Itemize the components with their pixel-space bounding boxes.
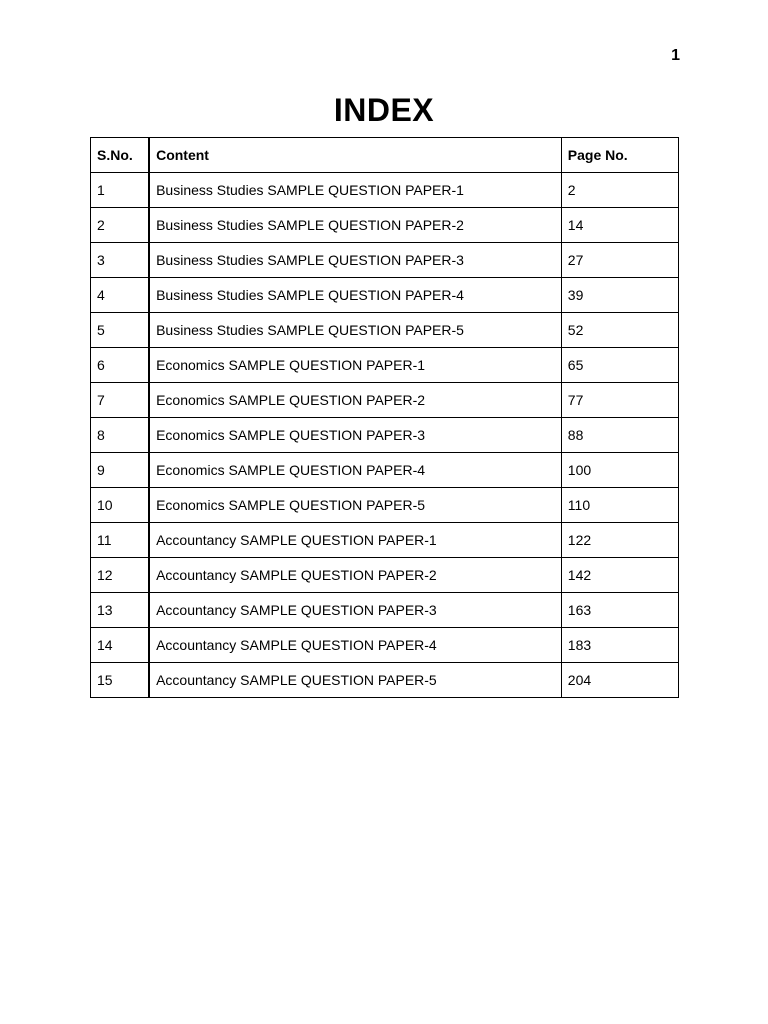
row-content: Economics SAMPLE QUESTION PAPER-4 [149, 453, 561, 488]
row-sno: 1 [91, 173, 150, 208]
table-body [91, 173, 679, 698]
header-page-no: Page No. [561, 138, 678, 173]
table-row [91, 488, 679, 523]
row-page-no: 88 [561, 418, 678, 453]
table-row [91, 313, 679, 348]
row-sno: 10 [91, 488, 150, 523]
row-sno: 12 [91, 558, 150, 593]
table-row [91, 663, 679, 698]
row-page-no: 122 [561, 523, 678, 558]
row-page-no: 142 [561, 558, 678, 593]
row-page-no: 52 [561, 313, 678, 348]
row-page-no: 100 [561, 453, 678, 488]
row-content: Business Studies SAMPLE QUESTION PAPER-5 [149, 313, 561, 348]
index-table [90, 137, 679, 698]
row-page-no: 14 [561, 208, 678, 243]
row-sno: 3 [91, 243, 150, 278]
row-content: Economics SAMPLE QUESTION PAPER-1 [149, 348, 561, 383]
table-row [91, 593, 679, 628]
table-row [91, 453, 679, 488]
row-sno: 11 [91, 523, 150, 558]
row-content: Accountancy SAMPLE QUESTION PAPER-2 [149, 558, 561, 593]
table-row [91, 278, 679, 313]
row-content: Accountancy SAMPLE QUESTION PAPER-5 [149, 663, 561, 698]
row-content: Accountancy SAMPLE QUESTION PAPER-4 [149, 628, 561, 663]
row-content: Business Studies SAMPLE QUESTION PAPER-1 [149, 173, 561, 208]
row-content: Accountancy SAMPLE QUESTION PAPER-3 [149, 593, 561, 628]
header-sno: S.No. [91, 138, 150, 173]
table-row [91, 628, 679, 663]
row-sno: 8 [91, 418, 150, 453]
row-sno: 6 [91, 348, 150, 383]
row-page-no: 65 [561, 348, 678, 383]
row-page-no: 183 [561, 628, 678, 663]
table-row [91, 383, 679, 418]
row-page-no: 77 [561, 383, 678, 418]
row-page-no: 163 [561, 593, 678, 628]
row-page-no: 27 [561, 243, 678, 278]
table-row [91, 523, 679, 558]
page-number: 1 [671, 47, 680, 64]
row-sno: 7 [91, 383, 150, 418]
table-row [91, 208, 679, 243]
row-page-no: 204 [561, 663, 678, 698]
table-row [91, 348, 679, 383]
row-content: Economics SAMPLE QUESTION PAPER-5 [149, 488, 561, 523]
row-sno: 2 [91, 208, 150, 243]
table-header-row [91, 138, 679, 173]
row-content: Economics SAMPLE QUESTION PAPER-2 [149, 383, 561, 418]
row-content: Business Studies SAMPLE QUESTION PAPER-4 [149, 278, 561, 313]
table-row [91, 173, 679, 208]
row-page-no: 110 [561, 488, 678, 523]
table-row [91, 243, 679, 278]
row-sno: 5 [91, 313, 150, 348]
row-content: Accountancy SAMPLE QUESTION PAPER-1 [149, 523, 561, 558]
row-page-no: 39 [561, 278, 678, 313]
row-content: Business Studies SAMPLE QUESTION PAPER-2 [149, 208, 561, 243]
row-sno: 13 [91, 593, 150, 628]
row-content: Economics SAMPLE QUESTION PAPER-3 [149, 418, 561, 453]
row-page-no: 2 [561, 173, 678, 208]
page-title: INDEX [333, 92, 435, 128]
row-content: Business Studies SAMPLE QUESTION PAPER-3 [149, 243, 561, 278]
row-sno: 9 [91, 453, 150, 488]
table-row [91, 418, 679, 453]
row-sno: 14 [91, 628, 150, 663]
table-row [91, 558, 679, 593]
row-sno: 15 [91, 663, 150, 698]
row-sno: 4 [91, 278, 150, 313]
header-content: Content [149, 138, 561, 173]
